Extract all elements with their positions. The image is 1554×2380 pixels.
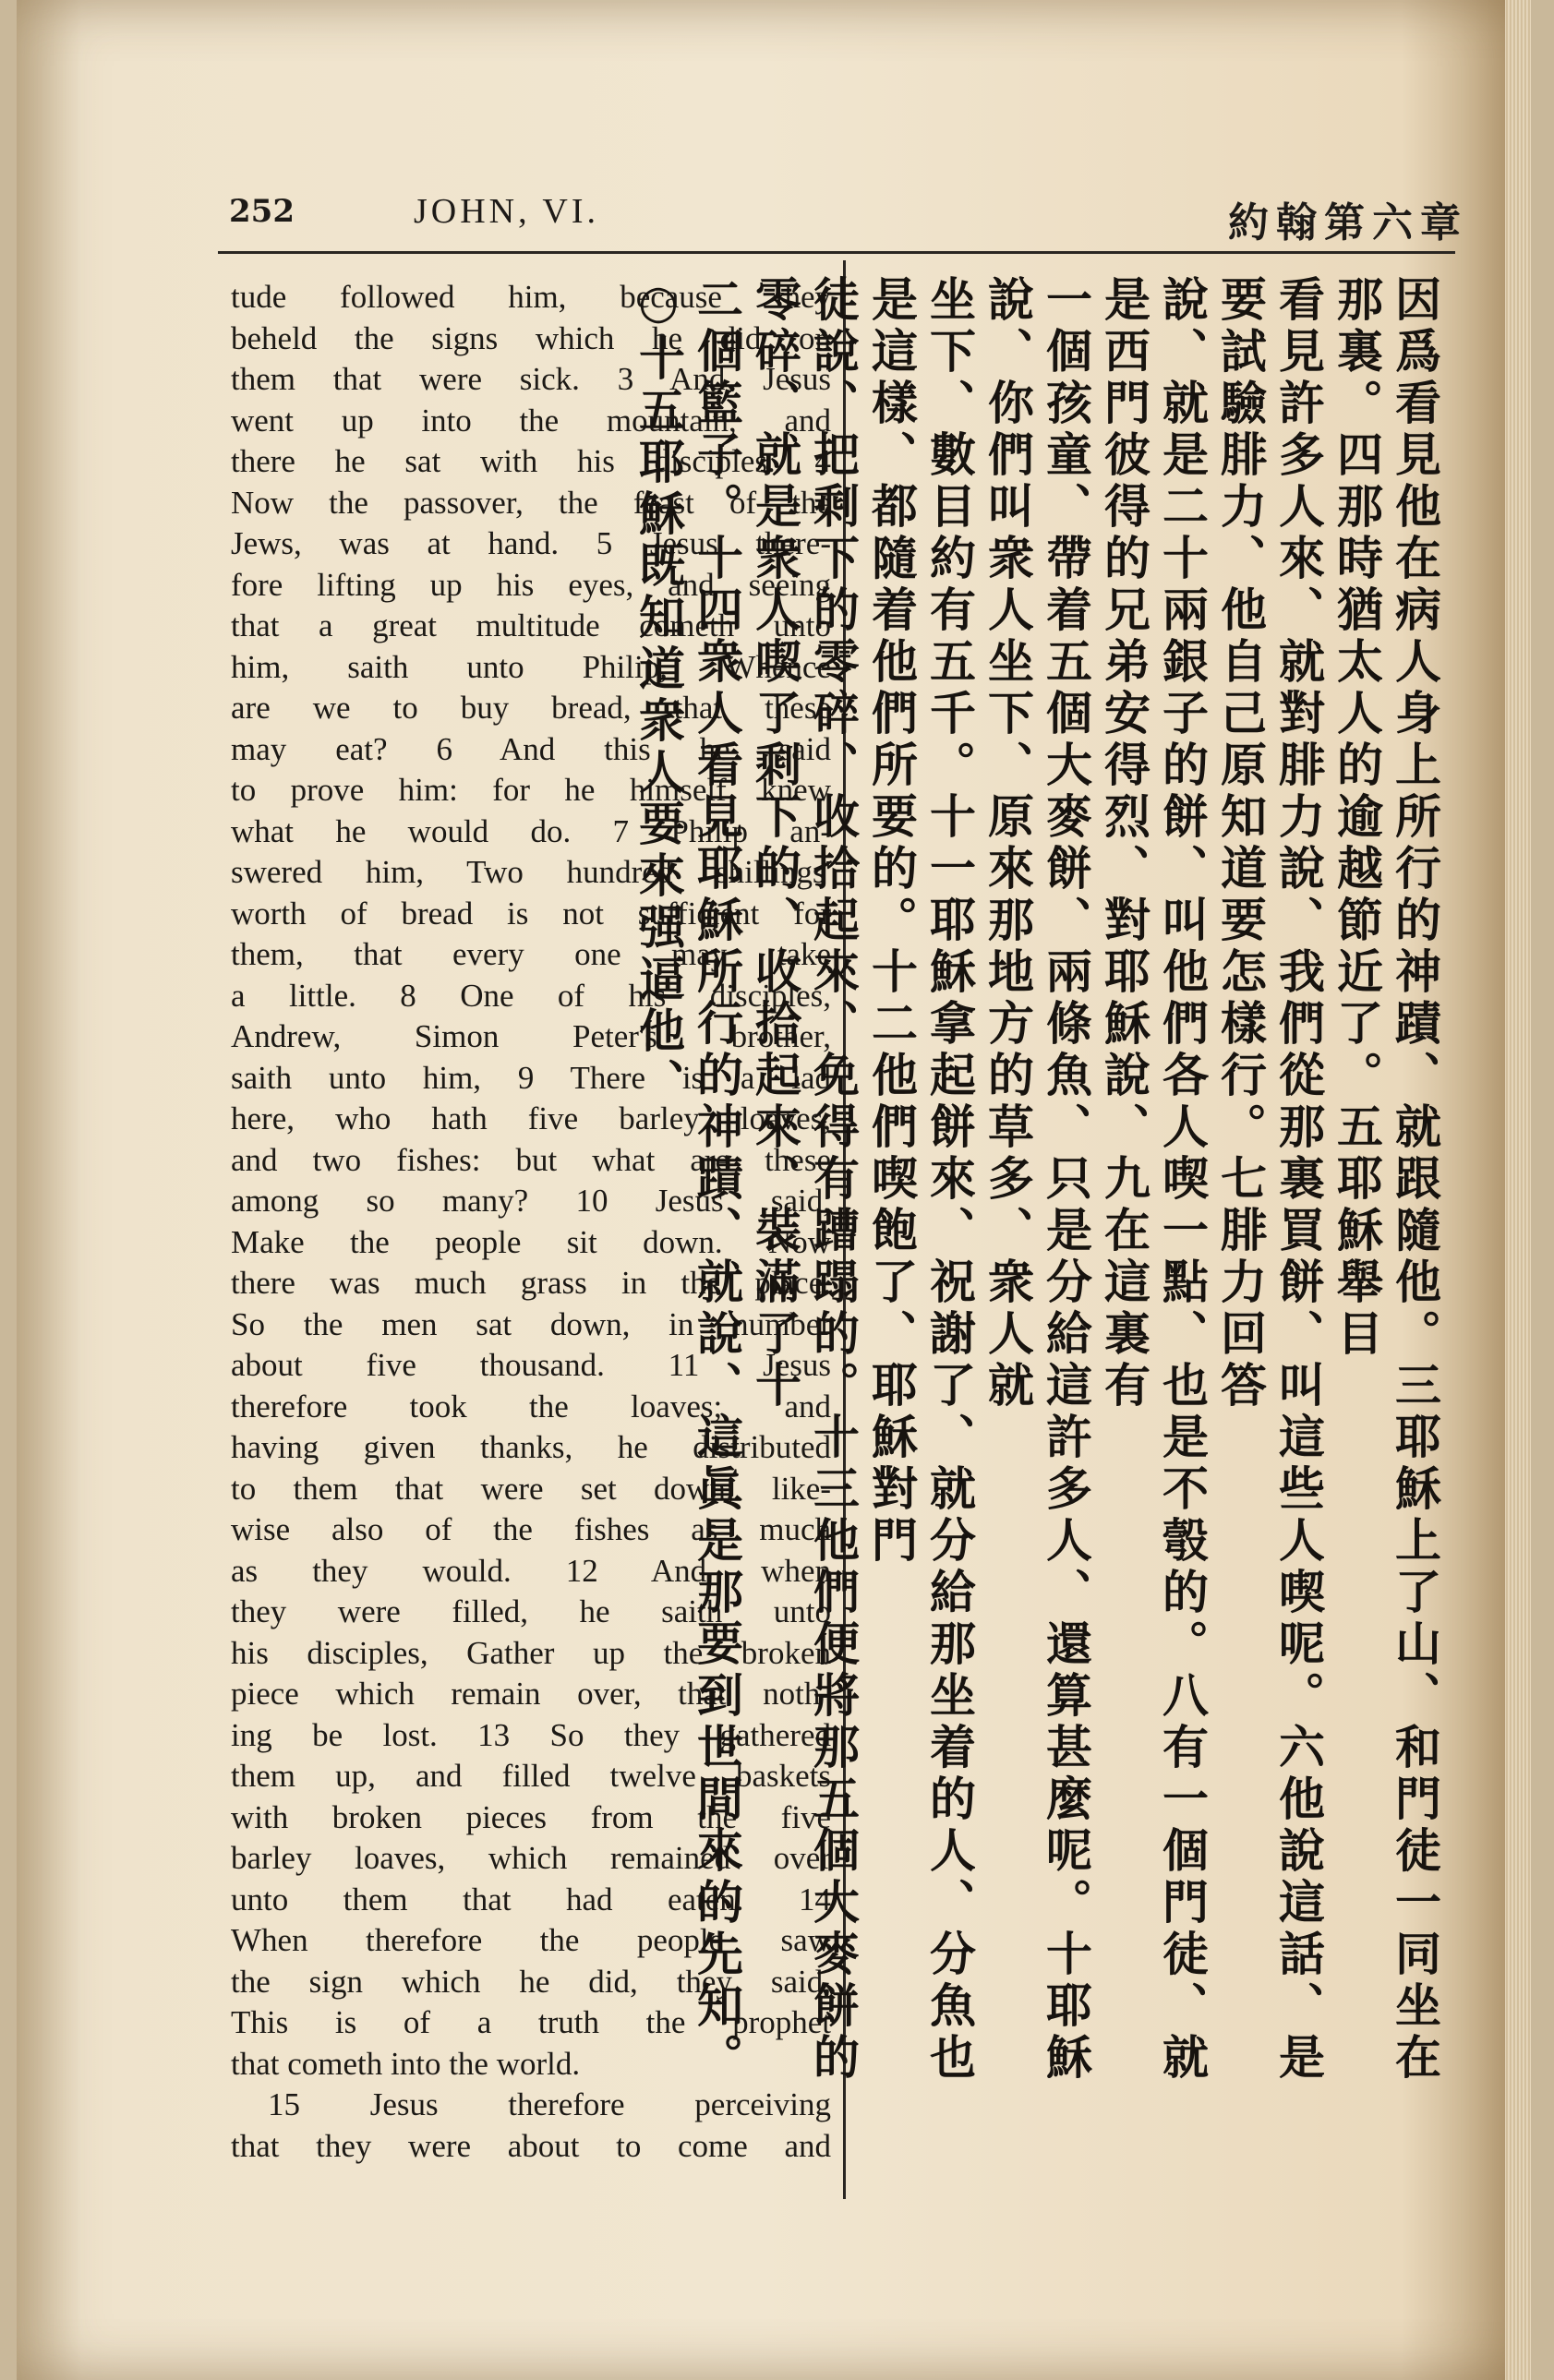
english-line: So the men sat down, in number [231,1305,831,1342]
english-line: saith unto him, 9 There is a lad [231,1059,831,1096]
english-line: about five thousand. 11 Jesus [231,1347,831,1383]
english-line: his disciples, Gather up the broken [231,1634,831,1671]
english-line: that they were about to come and [231,2127,831,2164]
english-line: a little. 8 One of his disciples, [231,977,831,1014]
english-line: to prove him: for he himself knew [231,772,831,808]
page-number: 252 [229,193,295,230]
english-line: This is of a truth the prophet [231,2004,831,2040]
english-line: him, saith unto Philip, Whence [231,648,831,685]
chinese-text-column [632,275,1443,2085]
english-line: them, that every one may take [231,936,831,972]
english-line: swered him, Two hundred shillings' [231,854,831,890]
english-line: that a great multitude cometh unto [231,607,831,643]
english-line: with broken pieces from the five [231,1798,831,1835]
english-line: went up into the mountain, and [231,402,831,439]
chinese-line: 看見許多人來、就對腓力說、我們從那裏買餅、叫這些人喫呢。六他說這話、是要試驗腓力、他自己原知道要怎樣行。七腓力回答 [1213,275,1325,2085]
english-line: there was much grass in the place. [231,1265,831,1301]
english-line: as they would. 12 And when [231,1552,831,1589]
english-line: 15 Jesus therefore perceiving [268,2086,831,2122]
english-line: Now the passover, the feast of the [231,484,831,521]
chinese-line: 因爲看見他在病人身上所行的神蹟、就跟隨他。三耶穌上了山、和門徒一同坐在那裏。四那時猶太人的逾越節近了。五耶穌舉目 [1330,275,1441,2085]
english-line: are we to buy bread, that these [231,690,831,726]
english-line: them up, and filled twelve baskets [231,1758,831,1794]
english-line: wise also of the fishes as much [231,1511,831,1547]
chinese-line: 說、就是二十兩銀子的餅、叫他們各人喫一點、也是不彀的。八有一個門徒、就是西門彼得的兄弟安得烈、對耶穌說、九在這裏有 [1097,275,1209,2085]
english-line: worth of bread is not sufficient for [231,895,831,932]
english-line: may eat? 6 And this he said [231,730,831,767]
english-line: having given thanks, he distributed [231,1429,831,1465]
english-line: therefore took the loaves; and [231,1388,831,1424]
english-line: there he sat with his disciples. 4 [231,443,831,479]
english-line: what he would do. 7 Philip an- [231,812,831,849]
chinese-running-title: 約翰第六章 [1228,199,1468,246]
header-rule [218,251,1455,254]
english-line: When therefore the people saw [231,1922,831,1958]
english-line: piece which remain over, that noth- [231,1676,831,1712]
page-edge [1505,0,1531,2380]
english-line: unto them that had eaten. 14 [231,1881,831,1917]
english-line: to them that were set down; like- [231,1470,831,1507]
english-line: Jews, was at hand. 5 Jesus there- [231,525,831,561]
chinese-line: 坐下、數目約有五千。十一耶穌拿起餅來、祝謝了、就分給那坐着的人、分魚也是這樣、都隨着他們所要的。十二他們喫飽了、耶穌對門 [864,275,976,2085]
english-line: here, who hath five barley loaves, [231,1100,831,1136]
english-line: them that were sick. 3 And Jesus [231,361,831,397]
page-header [212,189,1468,245]
english-line: tude followed him, because they [231,279,831,315]
english-line: among so many? 10 Jesus said, [231,1183,831,1219]
english-line: fore lifting up his eyes, and seeing [231,566,831,603]
chinese-line: 徒說、把剩下的零碎、收拾起來、免得有蹧蹋的。十三他們便將那五個大麥餅的零碎、就是衆人喫了剩下的、收拾起來、裝滿了十 [748,275,860,2085]
english-line: barley loaves, which remained over [231,1840,831,1876]
english-line: Make the people sit down. Now [231,1223,831,1260]
english-line: ing be lost. 13 So they gathered [231,1716,831,1753]
english-line: Andrew, Simon Peter's brother, [231,1018,831,1054]
english-line: that cometh into the world. [231,2045,581,2082]
book-page [17,0,1531,2380]
english-line: they were filled, he saith unto [231,1593,831,1629]
english-line: the sign which he did, they said, [231,1963,831,2000]
chinese-line: 一個孩童、帶着五個大麥餅、兩條魚、只是分給這許多人、還算甚麼呢。十耶穌說、你們叫衆人坐下、原來那地方的草多、衆人就 [981,275,1092,2085]
chinese-line: 二個籃子。十四衆人看見耶穌所行的神蹟、就說、這眞是那要到世間來的先知。○十五耶穌既知道衆人要來强逼他、 [632,275,743,2085]
english-line: and two fishes: but what are these [231,1141,831,1178]
running-title: JOHN, VI. [414,192,600,231]
english-line: beheld the signs which he did on [231,319,831,356]
